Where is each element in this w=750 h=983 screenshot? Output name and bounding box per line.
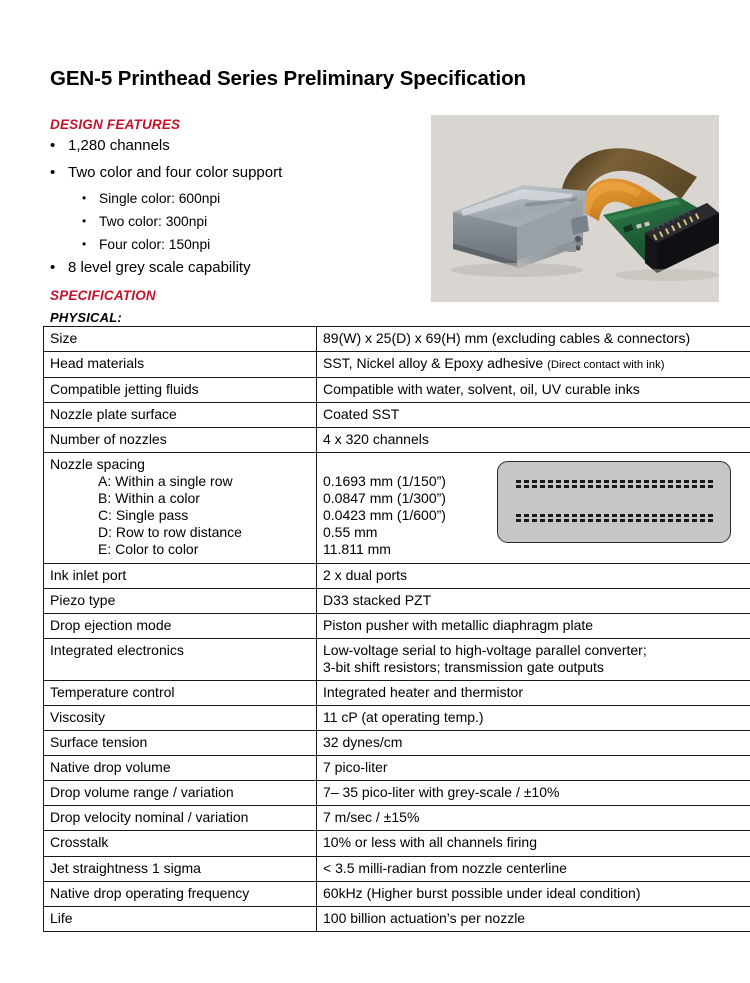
table-row <box>44 613 750 638</box>
row-label: Life <box>44 906 317 931</box>
row-label-subitem: C: Single pass <box>98 507 189 524</box>
table-row <box>44 428 750 453</box>
nozzle-plate-diagram <box>497 461 731 543</box>
row-value-line: 3-bit shift resistors; transmission gate outputs <box>323 658 604 675</box>
bullet-icon: • <box>82 191 87 205</box>
list-item-label: 8 level grey scale capability <box>68 259 251 277</box>
row-label: Native drop volume <box>44 756 317 781</box>
table-row <box>44 806 750 831</box>
row-label-subitem: B: Within a color <box>98 490 200 507</box>
row-label: Integrated electronics <box>44 638 317 680</box>
list-item-label: Two color and four color support <box>68 164 283 181</box>
row-value: 100 billion actuation’s per nozzle <box>317 906 750 931</box>
row-label <box>44 453 317 563</box>
row-label: Piezo type <box>44 588 317 613</box>
specification-heading: SPECIFICATION <box>50 288 156 303</box>
row-value: D33 stacked PZT <box>317 588 750 613</box>
table-row <box>44 906 750 931</box>
bullet-icon: • <box>50 137 56 154</box>
row-label-subitem: A: Within a single row <box>98 473 233 490</box>
nozzle-row <box>516 480 714 489</box>
list-item-label: Four color: 150npi <box>99 236 211 252</box>
row-value-line: 0.0423 mm (1/600”) <box>323 507 446 524</box>
row-value: Piston pusher with metallic diaphragm plate <box>317 613 750 638</box>
nozzle-dash-line <box>516 519 714 522</box>
row-value: 7 pico-liter <box>317 756 750 781</box>
row-label: Temperature control <box>44 680 317 705</box>
list-item <box>82 238 420 252</box>
row-label: Surface tension <box>44 731 317 756</box>
table-row <box>44 831 750 856</box>
row-value-line: Low-voltage serial to high-voltage parallel converter; <box>323 641 647 658</box>
row-label: Drop ejection mode <box>44 613 317 638</box>
table-row-nozzle-spacing <box>44 453 750 563</box>
table-row <box>44 588 750 613</box>
row-value: 60kHz (Higher burst possible under ideal condition) <box>317 881 750 906</box>
bullet-icon: • <box>50 164 56 181</box>
row-value: 7 m/sec / ±15% <box>317 806 750 831</box>
table-row <box>44 731 750 756</box>
row-label: Drop volume range / variation <box>44 781 317 806</box>
printhead-product-photo <box>431 115 719 302</box>
row-label: Drop velocity nominal / variation <box>44 806 317 831</box>
list-item-label: Two color: 300npi <box>99 213 208 229</box>
nozzle-dash-line <box>516 514 714 517</box>
design-features-heading: DESIGN FEATURES <box>50 117 181 132</box>
table-row <box>44 327 750 352</box>
row-label-subitem: D: Row to row distance <box>98 524 242 541</box>
row-value <box>317 352 750 378</box>
row-label: Jet straightness 1 sigma <box>44 856 317 881</box>
list-item-label: Single color: 600npi <box>99 191 221 206</box>
table-row <box>44 352 750 378</box>
table-row <box>44 706 750 731</box>
nozzle-dash-line <box>516 480 714 483</box>
table-row <box>44 402 750 427</box>
row-label: Native drop operating frequency <box>44 881 317 906</box>
list-item <box>82 215 420 229</box>
table-row <box>44 756 750 781</box>
list-item <box>50 260 420 275</box>
physical-subheading: PHYSICAL: <box>50 310 122 325</box>
bullet-icon: • <box>82 213 87 228</box>
list-item <box>82 192 420 206</box>
row-label: Number of nozzles <box>44 428 317 453</box>
row-value-line: 0.1693 mm (1/150”) <box>323 473 446 490</box>
row-label-title: Nozzle spacing <box>50 456 145 473</box>
table-row <box>44 881 750 906</box>
specification-table <box>43 326 750 932</box>
nozzle-dash-line <box>516 485 714 488</box>
nozzle-row <box>516 514 714 523</box>
table-row <box>44 781 750 806</box>
row-value: 2 x dual ports <box>317 563 750 588</box>
row-value <box>317 453 750 563</box>
row-value: 89(W) x 25(D) x 69(H) mm (excluding cables & connectors) <box>317 327 750 352</box>
row-label: Compatible jetting fluids <box>44 377 317 402</box>
bullet-icon: • <box>82 236 87 251</box>
bullet-icon: • <box>50 259 56 277</box>
design-features-list <box>50 138 420 287</box>
row-value-main: SST, Nickel alloy & Epoxy adhesive <box>323 355 548 372</box>
row-label: Crosstalk <box>44 831 317 856</box>
table-row <box>44 563 750 588</box>
page-title: GEN-5 Printhead Series Preliminary Specification <box>50 67 526 90</box>
row-value-line: 0.0847 mm (1/300”) <box>323 490 446 507</box>
row-value: Integrated heater and thermistor <box>317 680 750 705</box>
row-label: Viscosity <box>44 706 317 731</box>
table-row <box>44 856 750 881</box>
row-label: Size <box>44 327 317 352</box>
row-value: 10% or less with all channels firing <box>317 831 750 856</box>
row-value: 4 x 320 channels <box>317 428 750 453</box>
table-row <box>44 377 750 402</box>
table-row <box>44 638 750 680</box>
row-label: Nozzle plate surface <box>44 402 317 427</box>
row-value: 7– 35 pico-liter with grey-scale / ±10% <box>317 781 750 806</box>
row-value: Compatible with water, solvent, oil, UV curable inks <box>317 377 750 402</box>
table-row <box>44 680 750 705</box>
row-value <box>317 638 750 680</box>
list-item <box>50 138 420 153</box>
row-value-line: 0.55 mm <box>323 524 378 541</box>
row-value: 11 cP (at operating temp.) <box>317 706 750 731</box>
row-value: Coated SST <box>317 402 750 427</box>
row-label: Ink inlet port <box>44 563 317 588</box>
row-value: 32 dynes/cm <box>317 731 750 756</box>
list-item-label: 1,280 channels <box>68 137 170 154</box>
product-photo-graphic <box>431 115 719 302</box>
row-label: Head materials <box>44 352 317 378</box>
row-value-line: 11.811 mm <box>323 541 391 558</box>
list-item <box>50 165 420 180</box>
row-value: < 3.5 milli-radian from nozzle centerline <box>317 856 750 881</box>
row-value-note: (Direct contact with ink) <box>547 359 665 372</box>
row-label-subitem: E: Color to color <box>98 541 199 558</box>
